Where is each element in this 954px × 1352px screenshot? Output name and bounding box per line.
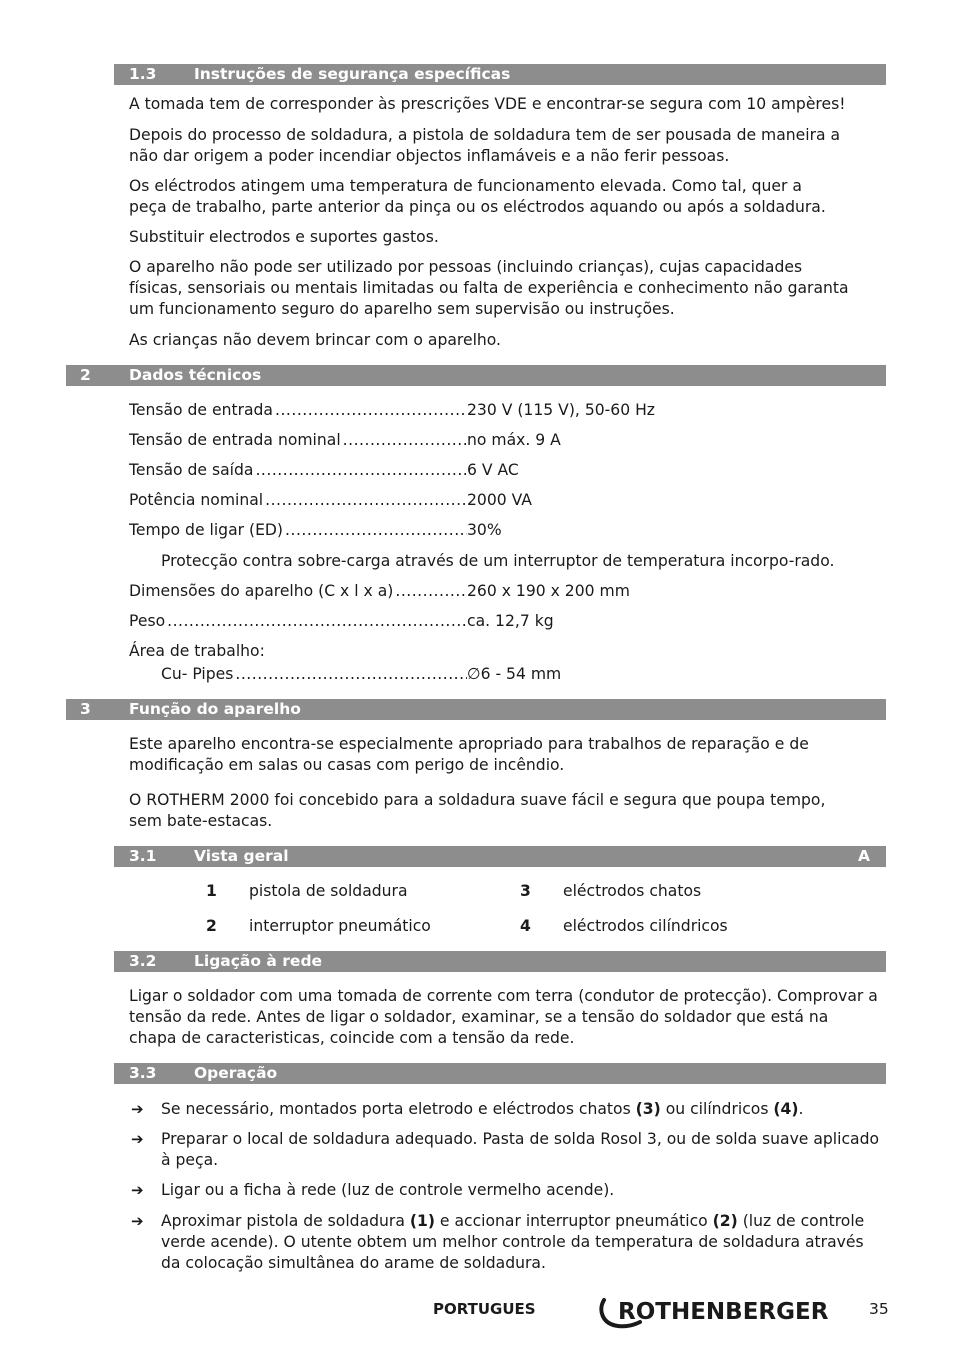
- spec-row: [129, 430, 469, 451]
- step-text: Ligar ou a ficha à rede (luz de controle vermelho acende).: [161, 1181, 615, 1199]
- paragraph: Este aparelho encontra-se especialmente apropriado para trabalhos de reparação e de modificação em salas ou casas com perigo de incêndio.: [129, 735, 809, 774]
- figure-reference: A: [858, 847, 870, 865]
- overview-item-number: 3: [520, 882, 531, 900]
- spec-row: [129, 490, 469, 511]
- spec-row: [129, 400, 469, 421]
- leader-dots: [235, 664, 467, 685]
- overview-item-text: interruptor pneumático: [249, 917, 431, 935]
- paragraph: O aparelho não pode ser utilizado por pessoas (incluindo crianças), cujas capacidades físicas, sensoriais ou mentais limitadas ou falta de experiência e conhecimento não garanta um funcionamento seguro do aparelho sem supervisão ou instruções.: [129, 258, 849, 318]
- section-number: 3.3: [129, 1064, 157, 1082]
- spec-label: Tensão de entrada nominal: [129, 431, 341, 449]
- brand-name: ROTHENBERGER: [618, 1299, 829, 1325]
- spec-label: Tensão de saída: [129, 461, 254, 479]
- spec-value: ca. 12,7 kg: [467, 612, 554, 630]
- paragraph: As crianças não devem brincar com o aparelho.: [129, 331, 502, 349]
- section-title: Dados técnicos: [129, 366, 262, 384]
- section-number: 3: [80, 700, 91, 718]
- paragraph: Os eléctrodos atingem uma temperatura de funcionamento elevada. Como tal, quer a peça de trabalho, parte anterior da pinça ou os eléctrodos aquando ou após a soldadura.: [129, 177, 826, 216]
- spec-value: ∅6 - 54 mm: [467, 665, 562, 683]
- spec-row: [129, 611, 469, 632]
- spec-label: Cu- Pipes: [161, 665, 234, 683]
- step-text: Preparar o local de soldadura adequado. Pasta de solda Rosol 3, ou de solda suave aplicado à peça.: [161, 1130, 880, 1169]
- rothenberger-logo: [596, 1294, 836, 1330]
- paragraph: Substituir electrodos e suportes gastos.: [129, 228, 439, 246]
- spec-row: [129, 460, 469, 481]
- spec-row: [129, 581, 469, 602]
- work-area-label: Área de trabalho:: [129, 642, 265, 660]
- section-header-2: [66, 365, 886, 386]
- section-title: Instruções de segurança específicas: [194, 65, 511, 83]
- paragraph: O ROTHERM 2000 foi concebido para a soldadura suave fácil e segura que poupa tempo, sem bate-estacas.: [129, 791, 826, 830]
- overview-item-number: 4: [520, 917, 531, 935]
- protection-note: Protecção contra sobre-carga através de um interruptor de temperatura incorpo-rado.: [161, 552, 835, 570]
- step-text: Se necessário, montados porta eletrodo e eléctrodos chatos (3) ou cilíndricos (4).: [161, 1100, 804, 1118]
- step-text: Aproximar pistola de soldadura (1) e accionar interruptor pneumático (2) (luz de controle verde acende). O utente obtem um melhor controle da temperatura de soldadura através da colocação simultânea do arame de soldadura.: [161, 1212, 865, 1272]
- leader-dots: [285, 520, 467, 541]
- section-title: Vista geral: [194, 847, 289, 865]
- section-number: 3.1: [129, 847, 157, 865]
- overview-item-number: 1: [206, 882, 217, 900]
- item-reference: (1): [409, 1212, 435, 1230]
- spec-row: [129, 520, 469, 541]
- spec-value: 230 V (115 V), 50-60 Hz: [467, 401, 655, 419]
- spec-value: 30%: [467, 521, 502, 539]
- item-reference: (3): [635, 1100, 661, 1118]
- arrow-right-icon: ➔: [131, 1130, 144, 1148]
- overview-item-text: eléctrodos chatos: [563, 882, 702, 900]
- spec-row: [161, 664, 469, 685]
- leader-dots: [275, 400, 467, 421]
- spec-label: Tensão de entrada: [129, 401, 273, 419]
- section-title: Operação: [194, 1064, 278, 1082]
- section-header-1-3: [114, 64, 886, 85]
- section-header-3: [66, 699, 886, 720]
- spec-label: Tempo de ligar (ED): [129, 521, 284, 539]
- spec-value: no máx. 9 A: [467, 431, 561, 449]
- section-number: 3.2: [129, 952, 157, 970]
- spec-label: Potência nominal: [129, 491, 264, 509]
- section-number: 1.3: [129, 65, 157, 83]
- overview-item-text: eléctrodos cilíndricos: [563, 917, 728, 935]
- leader-dots: [395, 581, 467, 602]
- spec-value: 2000 VA: [467, 491, 532, 509]
- spec-label: Dimensões do aparelho (C x l x a): [129, 582, 394, 600]
- page-number: 35: [869, 1300, 889, 1318]
- leader-dots: [343, 430, 467, 451]
- footer-language: PORTUGUES: [433, 1300, 536, 1318]
- spec-value: 6 V AC: [467, 461, 519, 479]
- item-reference: (4): [773, 1100, 799, 1118]
- arrow-right-icon: ➔: [131, 1100, 144, 1118]
- spec-label: Peso: [129, 612, 166, 630]
- section-header-3-3: [114, 1063, 886, 1084]
- overview-item-number: 2: [206, 917, 217, 935]
- paragraph: Depois do processo de soldadura, a pistola de soldadura tem de ser pousada de maneira a não dar origem a poder incendiar objectos inflamáveis e a não ferir pessoas.: [129, 126, 841, 165]
- section-header-3-1: [114, 846, 886, 867]
- paragraph: Ligar o soldador com uma tomada de corrente com terra (condutor de protecção). Comprovar a tensão da rede. Antes de ligar o soldador, examinar, se a tensão do soldador que está na chapa de caracteristicas, coincide com a tensão da rede.: [129, 987, 878, 1047]
- arrow-right-icon: ➔: [131, 1212, 144, 1230]
- leader-dots: [167, 611, 467, 632]
- arrow-right-icon: ➔: [131, 1181, 144, 1199]
- section-title: Ligação à rede: [194, 952, 323, 970]
- item-reference: (2): [712, 1212, 738, 1230]
- overview-item-text: pistola de soldadura: [249, 882, 408, 900]
- spec-value: 260 x 190 x 200 mm: [467, 582, 630, 600]
- paragraph: A tomada tem de corresponder às prescrições VDE e encontrar-se segura com 10 ampères!: [129, 95, 846, 113]
- leader-dots: [265, 490, 467, 511]
- section-header-3-2: [114, 951, 886, 972]
- section-number: 2: [80, 366, 91, 384]
- section-title: Função do aparelho: [129, 700, 301, 718]
- leader-dots: [255, 460, 467, 481]
